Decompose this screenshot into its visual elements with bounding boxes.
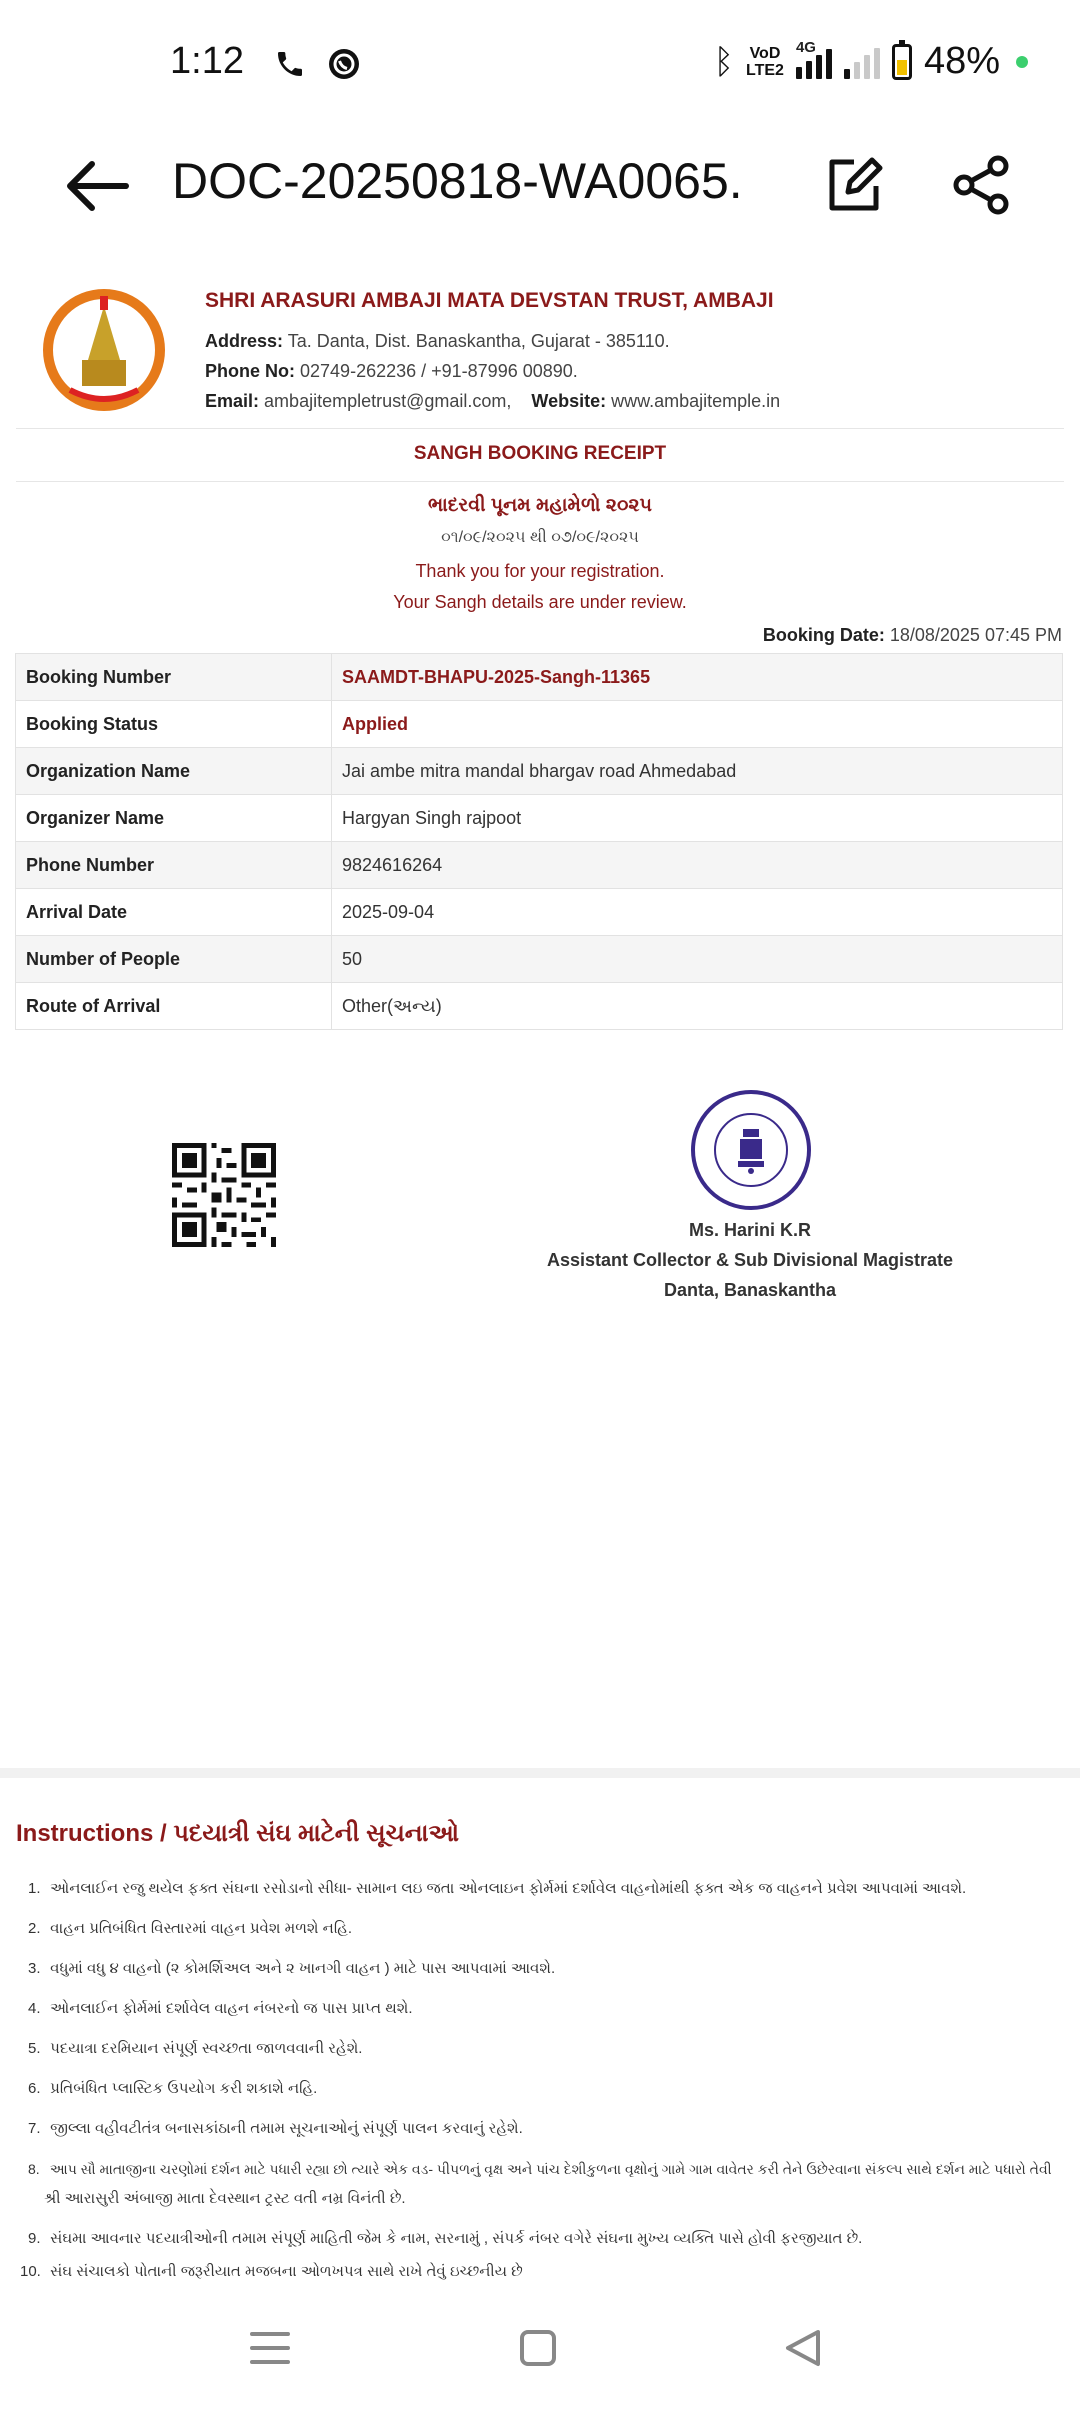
list-item: 8. આપ સૌ માતાજીના ચરણોમાં દર્શન માટે પધારી રહ્યા છો ત્યારે એક વડ- પીપળનું વૃક્ષ અને પાંચ દેશીકુળના વૃક્ષોનું ગામે ગામ વાવેતર કરી તેને ઉછેરવાના સંકલ્પ સાથે દર્શન માટે પધારો તેવી xyxy=(28,2161,1052,2177)
status-time: 1:12 xyxy=(170,40,244,82)
booking-status-value: Applied xyxy=(332,701,1063,748)
menu-icon[interactable] xyxy=(240,2318,300,2378)
address-value: Ta. Danta, Dist. Banaskantha, Gujarat - 385110. xyxy=(287,331,670,351)
navigation-bar xyxy=(0,2290,1080,2412)
list-item: 1. ઓનલાઈન રજુ થયેલ ફક્ત સંઘના રસોડાનો સીધા- સામાન લઇ જતા ઓનલાઇન ફોર્મમાં દર્શાવેલ વાહનોમાંથી ફક્ત એક જ વાહનને પ્રવેશ આપવામાં આવશે. xyxy=(28,1880,967,1897)
signal-icon xyxy=(795,38,832,79)
email-line xyxy=(205,391,780,412)
official-seal xyxy=(688,1087,814,1213)
row-label: Organizer Name xyxy=(16,795,332,842)
row-label: Phone Number xyxy=(16,842,332,889)
table-row xyxy=(16,889,1063,936)
table-row xyxy=(16,748,1063,795)
signatory-title: Assistant Collector & Sub Divisional Magistrate xyxy=(546,1250,954,1270)
app-bar xyxy=(0,130,1080,240)
list-item: 2. વાહન પ્રતિબંધિત વિસ્તારમાં વાહન પ્રવેશ મળશે નહિ. xyxy=(28,1920,353,1937)
booking-date-value: 18/08/2025 07:45 PM xyxy=(889,625,1062,645)
temple-logo xyxy=(34,290,174,410)
address-line xyxy=(205,331,670,352)
phone-label: Phone No: xyxy=(205,361,295,381)
row-value: 50 xyxy=(332,936,1063,983)
divider xyxy=(16,428,1064,429)
row-label: Booking Number xyxy=(16,654,332,701)
row-value: Hargyan Singh rajpoot xyxy=(332,795,1063,842)
table-row xyxy=(16,936,1063,983)
signatory-place: Danta, Banaskantha xyxy=(663,1280,837,1300)
row-value: Other(અન્ય) xyxy=(332,983,1063,1030)
phone-icon xyxy=(274,48,306,80)
email-label: Email: xyxy=(205,391,260,411)
list-item-continuation: શ્રી આરાસુરી અંબાજી માતા દેવસ્થાન ટ્રસ્ટ વતી નમ્ર વિનંતી છે. xyxy=(44,2190,406,2207)
home-icon[interactable] xyxy=(508,2318,568,2378)
share-icon[interactable] xyxy=(950,154,1012,216)
trust-header xyxy=(0,275,1080,425)
qr-code xyxy=(172,1143,276,1247)
battery-icon xyxy=(892,44,912,80)
edit-icon[interactable] xyxy=(822,154,884,216)
privacy-dot xyxy=(1016,56,1028,68)
document-page[interactable] xyxy=(0,275,1080,1300)
signal-icon-secondary xyxy=(844,45,880,79)
phone-value: 02749-262236 / +91-87996 00890. xyxy=(300,361,578,381)
row-label: Arrival Date xyxy=(16,889,332,936)
phone-line xyxy=(205,361,578,382)
booking-date-label: Booking Date: xyxy=(762,625,885,645)
row-label: Route of Arrival xyxy=(16,983,332,1030)
arrow-left-icon[interactable] xyxy=(62,156,132,216)
page-separator xyxy=(0,1768,1080,1778)
website-value[interactable]: www.ambajitemple.in xyxy=(611,391,781,411)
document-title: DOC-20250818-WA0065. xyxy=(172,153,743,209)
list-item: 10. સંઘ સંચાલકો પોતાની જરૂરીયાત મજબના ઓળખપત્ર સાથે રાખે તેવું ઇચ્છનીય છે xyxy=(20,2263,523,2280)
table-row xyxy=(16,701,1063,748)
list-item: 4. ઓનલાઈન ફોર્મમાં દર્શાવેલ વાહન નંબરનો જ પાસ પ્રાપ્ત થશે. xyxy=(28,2000,413,2017)
status-right-cluster xyxy=(714,40,1028,83)
whatsapp-icon xyxy=(326,46,362,82)
bluetooth-icon: ᛒ xyxy=(713,41,734,82)
network-type: 4G xyxy=(795,38,816,56)
trust-name: SHRI ARASURI AMBAJI MATA DEVSTAN TRUST, AMBAJI xyxy=(205,289,774,312)
status-bar xyxy=(0,0,1080,130)
row-label: Booking Status xyxy=(16,701,332,748)
row-value: 9824616264 xyxy=(332,842,1063,889)
event-name: ભાદરવી પૂનમ મહામેળો ૨૦૨૫ xyxy=(427,495,653,516)
address-label: Address: xyxy=(205,331,284,351)
signatory-name: Ms. Harini K.R xyxy=(688,1220,812,1240)
list-item: 6. પ્રતિબંધિત પ્લાસ્ટિક ઉપયોગ કરી શકાશે નહિ. xyxy=(28,2080,318,2097)
list-item: 9. સંઘમા આવનાર પદયાત્રીઓની તમામ સંપૂર્ણ માહિતી જેમ કે નામ, સરનામું , સંપર્ક નંબર વગેરે સંઘના મુખ્ય વ્યક્તિ પાસે હોવી ફરજીયાત છે. xyxy=(28,2230,863,2247)
table-row xyxy=(16,654,1063,701)
battery-percent: 48% xyxy=(923,40,1000,82)
table-row xyxy=(16,983,1063,1030)
thanks-message: Thank you for your registration. xyxy=(415,561,665,581)
row-value: 2025-09-04 xyxy=(332,889,1063,936)
list-item: 7. જીલ્લા વહીવટીતંત્ર બનાસકાંઠાની તમામ સૂચનાઓનું સંપૂર્ણ પાલન કરવાનું રહેશે. xyxy=(28,2120,523,2137)
list-item: 5. પદયાત્રા દરમિયાન સંપૂર્ણ સ્વચ્છતા જાળવવાની રહેશે. xyxy=(28,2040,363,2057)
table-row xyxy=(16,795,1063,842)
receipt-title: SANGH BOOKING RECEIPT xyxy=(413,443,667,464)
row-label: Organization Name xyxy=(16,748,332,795)
booking-number-value: SAAMDT-BHAPU-2025-Sangh-11365 xyxy=(332,654,1063,701)
volte-icon: VoD LTE2 xyxy=(746,44,784,79)
row-label: Number of People xyxy=(16,936,332,983)
event-dates: ૦૧/૦૯/૨૦૨૫ થી ૦૭/૦૯/૨૦૨૫ xyxy=(441,529,639,546)
table-row xyxy=(16,842,1063,889)
row-value: Jai ambe mitra mandal bhargav road Ahmedabad xyxy=(332,748,1063,795)
booking-details-table xyxy=(15,653,1063,1030)
website-label: Website: xyxy=(531,391,607,411)
review-message: Your Sangh details are under review. xyxy=(393,592,687,612)
list-item: 3. વધુમાં વધુ ૪ વાહનો (૨ કોમર્શિઅલ અને ૨ ખાનગી વાહન ) માટે પાસ આપવામાં આવશે. xyxy=(28,1960,556,1977)
back-triangle-icon[interactable] xyxy=(774,2318,834,2378)
email-value[interactable]: ambajitempletrust@gmail.com, xyxy=(264,391,512,411)
instructions-title: Instructions / પદયાત્રી સંઘ માટેની સૂચનાઓ xyxy=(16,1820,460,1847)
divider xyxy=(16,481,1064,482)
booking-date xyxy=(763,625,1062,646)
